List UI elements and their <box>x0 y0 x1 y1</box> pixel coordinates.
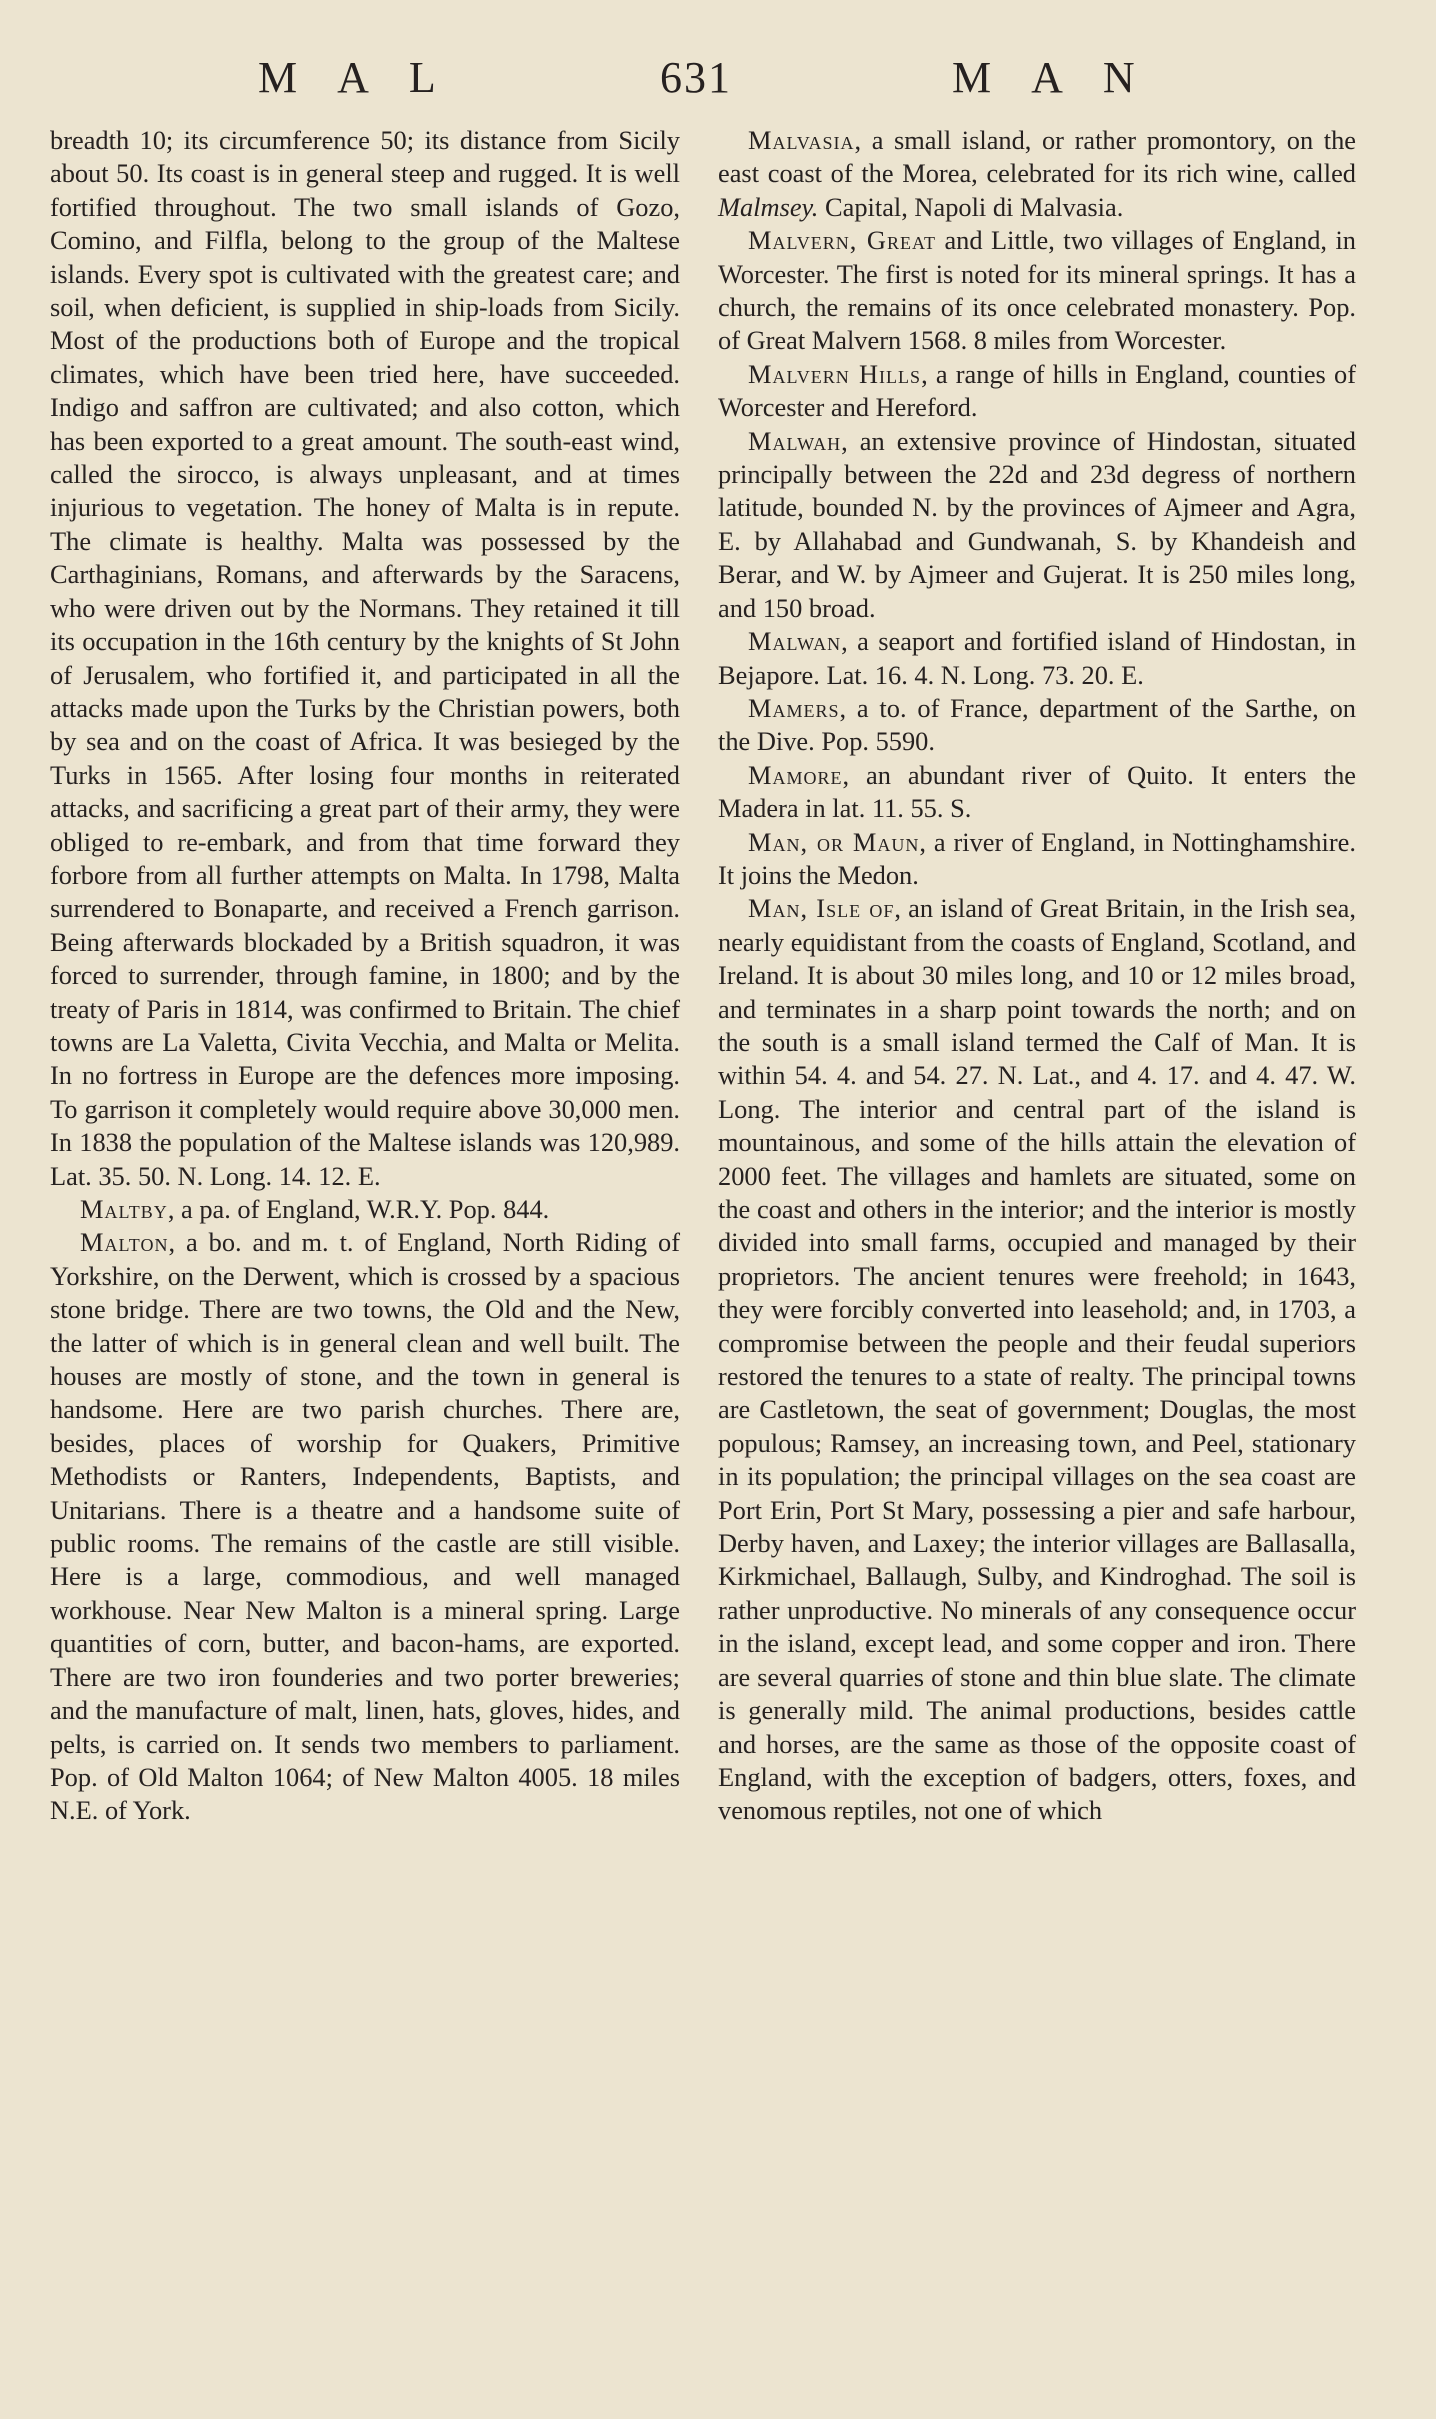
entry-text-malvasia-a: , a small island, or rather promontory, on the east coast of the Morea, celebrated for its rich wine, called <box>718 125 1356 189</box>
entry-man-or-maun <box>718 826 1356 893</box>
headword-mamers: Mamers <box>748 692 840 723</box>
entry-text-man-isle-of: , an island of Great Britain, in the Irish sea, nearly equidistant from the coasts of England, Scotland, and Ireland. It is about 30 miles long, and 10 or 12 miles broad, and terminates in a sharp point towards the north; and on the south is a small island termed the Calf of Man. It is within 54. 4. and 54. 27. N. Lat., and 4. 17. and 4. 47. W. Long. The interior and central part of the island is mountainous, and some of the hills attain the elevation of 2000 feet. The villages and hamlets are situated, some on the coast and others in the interior; and the interior is mostly divided into small farms, occupied and managed by their proprietors. The ancient tenures were freehold; in 1643, they were forcibly converted into leasehold; and, in 1703, a compromise between the people and their feudal superiors restored the tenures to a state of realty. The principal towns are Castletown, the seat of government; Douglas, the most populous; Ramsey, an increasing town, and Peel, stationary in its population; the principal villages on the sea coast are Port Erin, Port St Mary, possessing a pier and safe harbour, Derby haven, and Laxey; the interior villages are Ballasalla, Kirkmichael, Ballaugh, Sulby, and Kindroghad. The soil is rather unproductive. No minerals of any consequence occur in the island, except lead, and some copper and iron. There are several quarries of stone and thin blue slate. The climate is generally mild. The animal productions, besides cattle and horses, are the same as those of the opposite coast of England, with the exception of badgers, otters, foxes, and venomous reptiles, not one of which <box>718 893 1356 1826</box>
headword-maltby: Maltby <box>80 1194 168 1224</box>
headword-malwah: Malwah <box>748 425 842 456</box>
entry-malvern-great-little <box>718 224 1356 358</box>
entry-text-malvern-hills: , a range of hills in England, counties of Worcester and Hereford. <box>718 358 1356 423</box>
malta-entry-continuation: breadth 10; its circumference 50; its distance from Sicily about 50. Its coast is in general steep and rugged. It is well fortified throughout. The two small islands of Gozo, Comino, and Filfla, belong to the group of the Maltese islands. Every spot is cultivated with the greatest care; and soil, when deficient, is supplied in ship-loads from Sicily. Most of the productions both of Europe and the tropical climates, which have been tried here, have succeeded. Indigo and saffron are cultivated; and also cotton, which has been exported to a great amount. The south-east wind, called the sirocco, is always unpleasant, and at times injurious to vegetation. The honey of Malta is in repute. The climate is healthy. Malta was possessed by the Carthaginians, Romans, and afterwards by the Saracens, who were driven out by the Normans. They retained it till its occupation in the 16th century by the knights of St John of Jerusalem, who fortified it, and participated in all the attacks made upon the Turks by the Christian powers, both by sea and on the coast of Africa. It was besieged by the Turks in 1565. After losing four months in reiterated attacks, and sacrificing a great part of their army, they were obliged to re-embark, and from that time forward they forbore from all further attempts on Malta. In 1798, Malta surrendered to Bonaparte, and received a French garrison. Being afterwards blockaded by a British squadron, it was forced to surrender, through famine, in 1800; and by the treaty of Paris in 1814, was confirmed to Britain. The chief towns are La Valetta, Civita Vecchia, and Malta or Melita. In no fortress in Europe are the defences more imposing. To garrison it completely would require above 30,000 men. In 1838 the population of the Maltese islands was 120,989. Lat. 35. 50. N. Long. 14. 12. E. <box>50 125 680 1191</box>
headword-malvasia: Malvasia <box>748 125 855 155</box>
running-header <box>0 52 1436 112</box>
headword-mamore: Mamore <box>748 759 843 790</box>
entry-malvasia <box>718 124 1356 224</box>
entry-text-malvasia-italic: Malmsey. <box>718 191 819 222</box>
headword-man-or-maun: Man, or Maun <box>748 826 920 857</box>
right-column <box>718 124 1356 1828</box>
entry-text-mamers: , a to. of France, department of the Sarthe, on the Dive. Pop. 5590. <box>718 692 1356 757</box>
headword-man-isle-of: Man, Isle of <box>748 893 895 924</box>
entry-malton <box>50 1226 680 1827</box>
entry-mamers <box>718 692 1356 759</box>
entry-mamore <box>718 759 1356 826</box>
header-right-guideword: MAN <box>952 53 1175 102</box>
header-left-guideword: MAL <box>258 53 476 102</box>
entry-malwah <box>718 425 1356 625</box>
headword-malvern-great: Malvern, Great <box>748 225 936 256</box>
entry-maltby <box>50 1193 680 1226</box>
entry-text-malwan: , a seaport and fortified island of Hindostan, in Bejapore. Lat. 16. 4. N. Long. 73. 20. E. <box>718 626 1356 690</box>
headword-malvern-hills: Malvern Hills <box>748 358 922 389</box>
entry-malwan <box>718 625 1356 692</box>
entry-text-maltby: , a pa. of England, W.R.Y. Pop. 844. <box>167 1194 550 1224</box>
headword-malton: Malton <box>80 1227 169 1258</box>
page-number: 631 <box>660 53 732 102</box>
headword-malwan: Malwan <box>748 626 842 657</box>
entry-text-malvasia-b: Capital, Napoli di Malvasia. <box>818 191 1124 222</box>
entry-text-malvern-great: and Little, two villages of England, in Worcester. The first is noted for its mineral springs. It has a church, the remains of its once celebrated monastery. Pop. of Great Malvern 1568. 8 miles from Worcester. <box>718 225 1357 356</box>
entry-text-man-or-maun: , a river of England, in Nottinghamshire. It joins the Medon. <box>718 826 1356 890</box>
entry-malvern-hills <box>718 358 1356 425</box>
entry-man-isle-of <box>718 892 1356 1827</box>
entry-text-mamore: , an abundant river of Quito. It enters the Madera in lat. 11. 55. S. <box>718 759 1356 824</box>
left-column <box>50 124 680 1828</box>
entry-text-malwah: , an extensive province of Hindostan, situated principally between the 22d and 23d degress of northern latitude, bounded N. by the provinces of Ajmeer and Agra, E. by Allahabad and Gundwanah, S. by Khandeish and Berar, and W. by Ajmeer and Gujerat. It is 250 miles long, and 150 broad. <box>718 425 1356 623</box>
entry-text-malton: , a bo. and m. t. of England, North Riding of Yorkshire, on the Derwent, which is crossed by a spacious stone bridge. There are two towns, the Old and the New, the latter of which is in general clean and well built. The houses are mostly of stone, and the town in general is handsome. Here are two parish churches. There are, besides, places of worship for Quakers, Primitive Methodists or Ranters, Independents, Baptists, and Unitarians. There is a theatre and a handsome suite of public rooms. The remains of the castle are still visible. Here is a large, commodious, and well managed workhouse. Near New Malton is a mineral spring. Large quantities of corn, butter, and bacon-hams, are exported. There are two iron founderies and two porter breweries; and the manufacture of malt, linen, hats, gloves, hides, and pelts, is carried on. It sends two members to parliament. Pop. of Old Malton 1064; of New Malton 4005. 18 miles N.E. of York. <box>50 1227 680 1826</box>
